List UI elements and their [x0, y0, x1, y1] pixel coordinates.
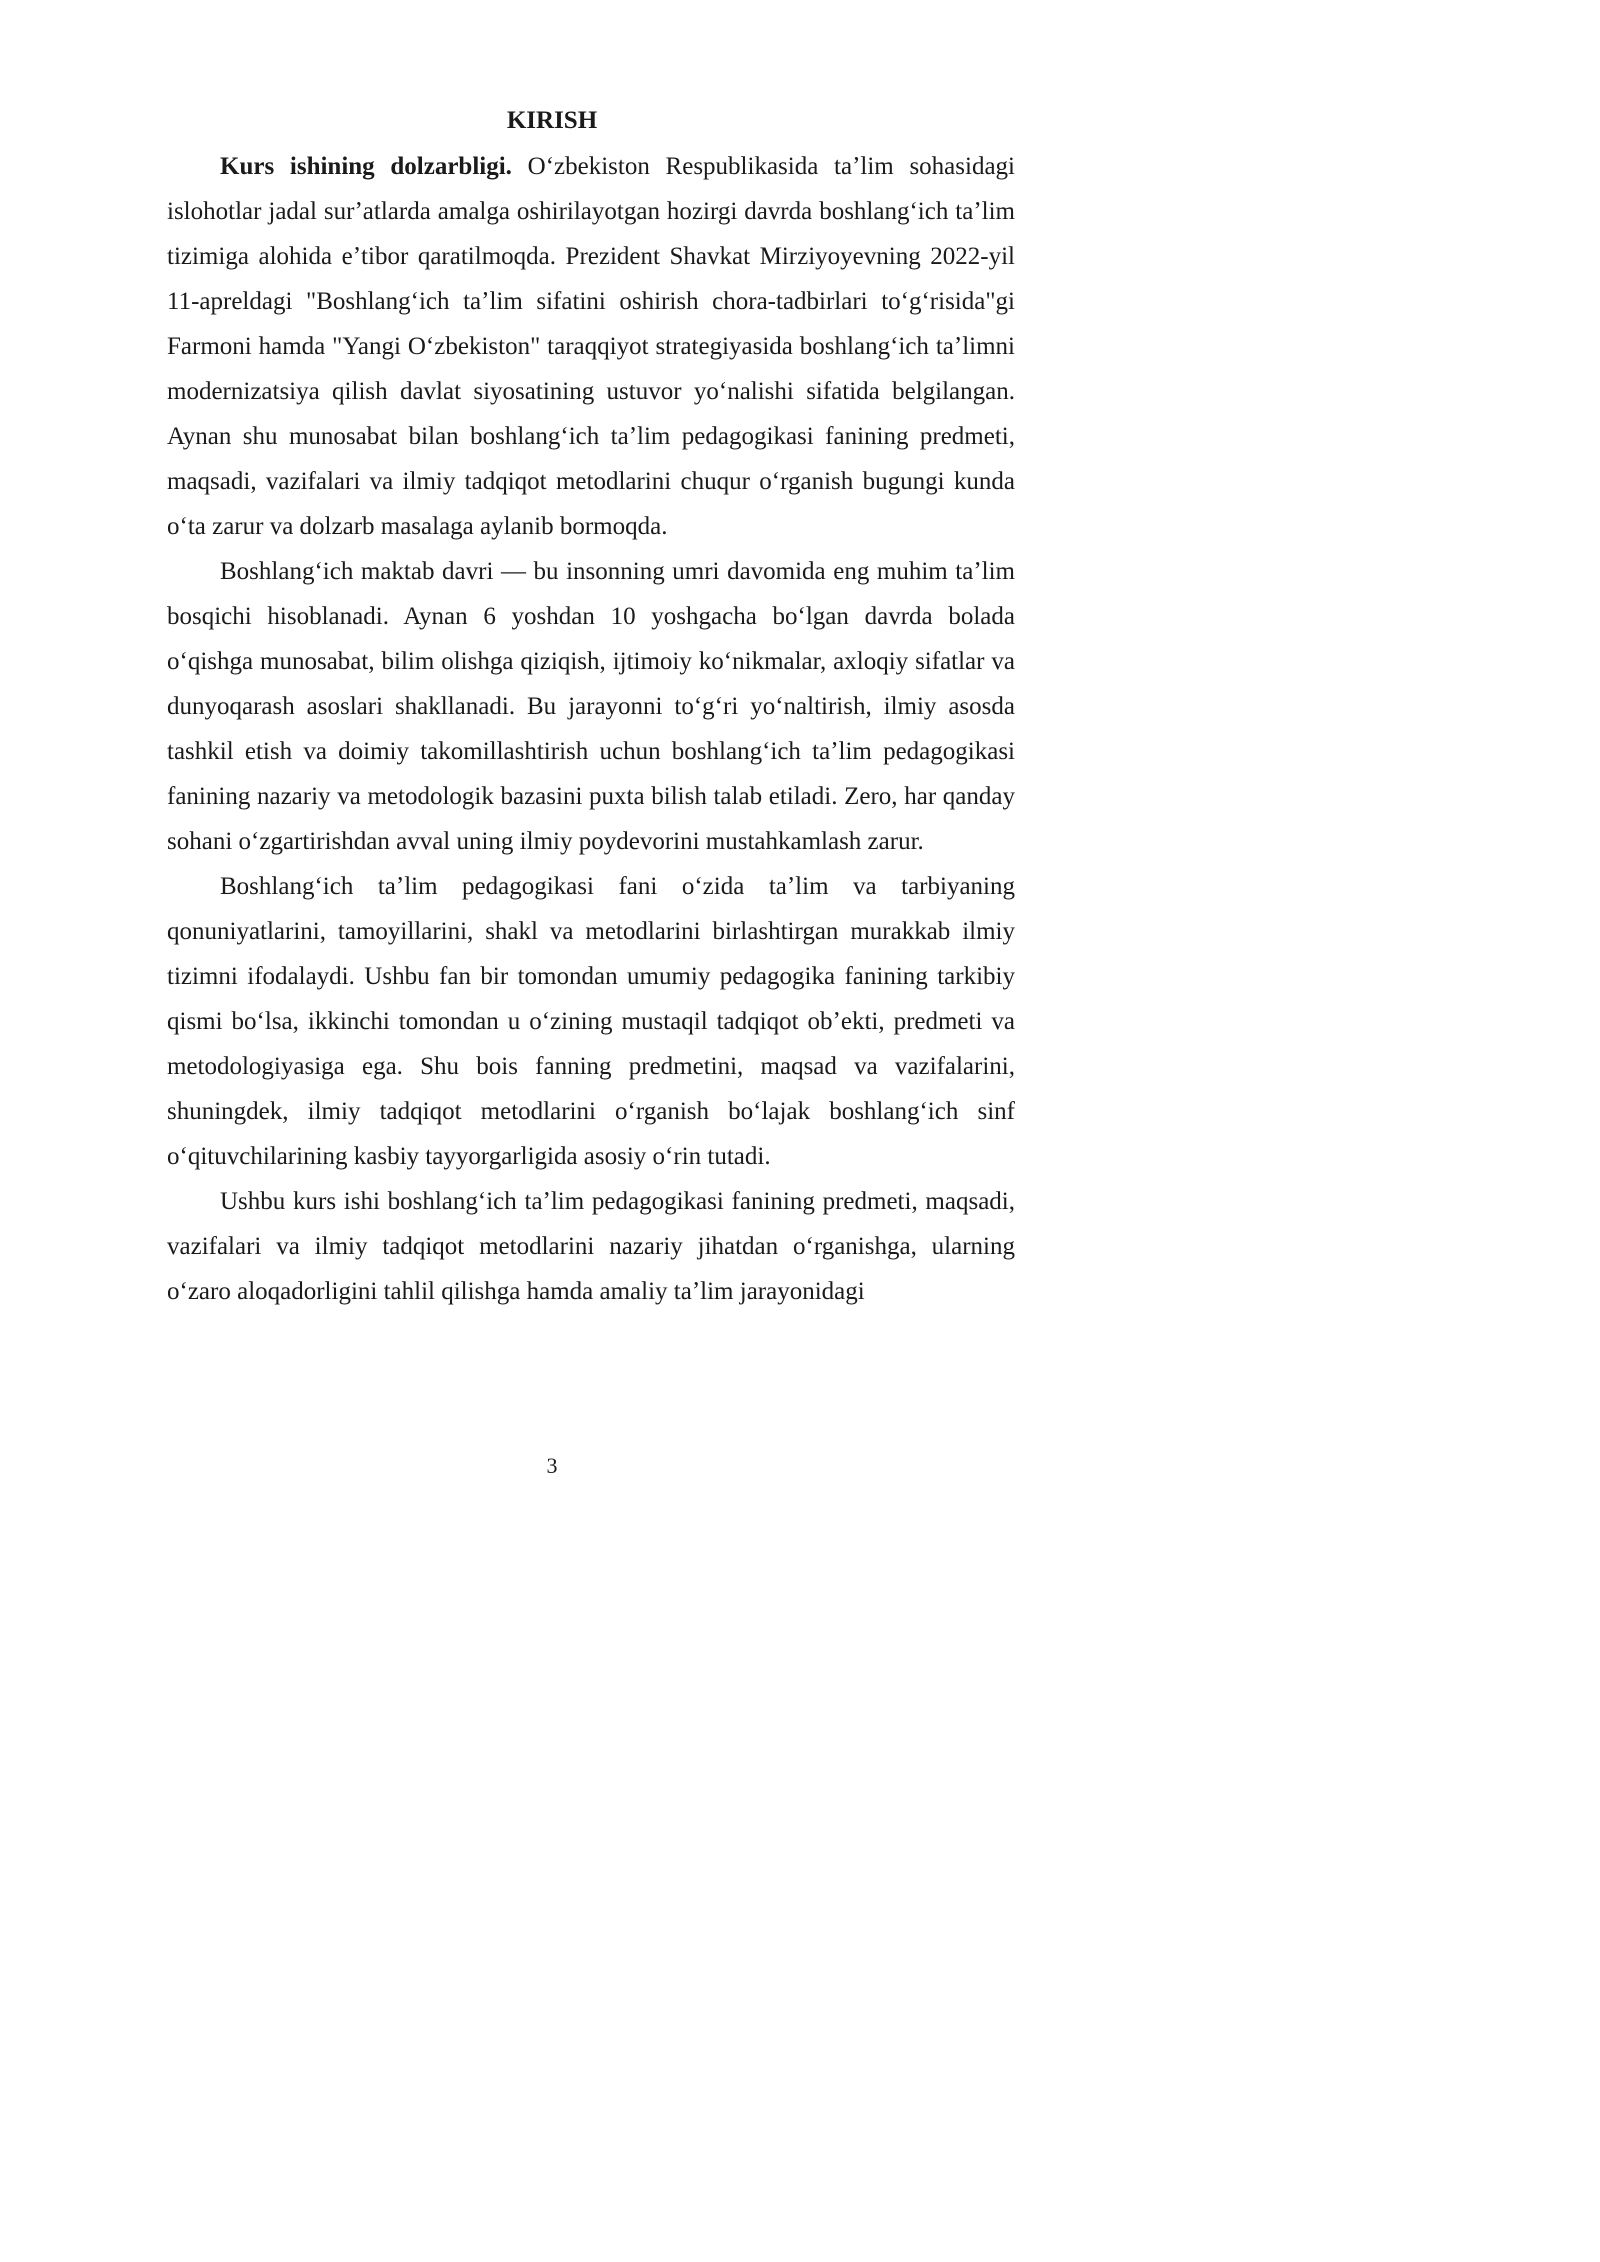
document-page [0, 0, 1104, 1561]
paragraph-relevance [167, 144, 1015, 549]
page-number: 3 [546, 1453, 558, 1478]
paragraph-course-work-aim: Ushbu kurs ishi boshlangʻich taʼlim pedagogikasi fanining predmeti, maqsadi, vazifalari va ilmiy tadqiqot metodlarini nazariy jihatdan oʻrganishga, ularning oʻzaro aloqadorligini tahlil qilishga hamda amaliy taʼlim jarayonidagi [167, 1188, 1015, 1305]
paragraph-lead-heading: Kurs ishining dolzarbligi. [220, 153, 512, 180]
paragraph-primary-school-period: Boshlangʻich maktab davri — bu insonning umri davomida eng muhim taʼlim bosqichi hisoblanadi. Aynan 6 yoshdan 10 yoshgacha boʻlgan davrda bolada oʻqishga munosabat, bilim olishga qiziqish, ijtimoiy koʻnikmalar, axloqiy sifatlar va dunyoqarash asoslari shakllanadi. Bu jarayonni toʻgʻri yoʻnaltirish, ilmiy asosda tashkil etish va doimiy takomillashtirish uchun boshlangʻich taʼlim pedagogikasi fanining nazariy va metodologik bazasini puxta bilish talab etiladi. Zero, har qanday sohani oʻzgartirishdan avval uning ilmiy poydevorini mustahkamlash zarur. [167, 558, 1015, 855]
paragraph-text: Oʻzbekiston Respublikasida taʼlim sohasidagi islohotlar jadal surʼatlarda amalga oshirilayotgan hozirgi davrda boshlangʻich taʼlim tizimiga alohida eʼtibor qaratilmoqda. Prezident Shavkat Mirziyoyevning 2022-yil 11-apreldagi "Boshlangʻich taʼlim sifatini oshirish chora-tadbirlari toʻgʻrisida"gi Farmoni hamda "Yangi Oʻzbekiston" taraqqiyot strategiyasida boshlangʻich taʼlimni modernizatsiya qilish davlat siyosatining ustuvor yoʻnalishi sifatida belgilangan. Aynan shu munosabat bilan boshlangʻich taʼlim pedagogikasi fanining predmeti, maqsadi, vazifalari va ilmiy tadqiqot metodlarini chuqur oʻrganish bugungi kunda oʻta zarur va dolzarb masalaga aylanib bormoqda. [167, 153, 1015, 540]
section-title: KIRISH [506, 107, 598, 134]
body-text [167, 144, 1015, 1314]
paragraph-pedagogy-science: Boshlangʻich taʼlim pedagogikasi fani oʻzida taʼlim va tarbiyaning qonuniyatlarini, tamoyillarini, shakl va metodlarini birlashtirgan murakkab ilmiy tizimni ifodalaydi. Ushbu fan bir tomondan umumiy pedagogika fanining tarkibiy qismi boʻlsa, ikkinchi tomondan u oʻzining mustaqil tadqiqot obʼekti, predmeti va metodologiyasiga ega. Shu bois fanning predmetini, maqsad va vazifalarini, shuningdek, ilmiy tadqiqot metodlarini oʻrganish boʻlajak boshlangʻich sinf oʻqituvchilarining kasbiy tayyorgarligida asosiy oʻrin tutadi. [167, 873, 1015, 1170]
